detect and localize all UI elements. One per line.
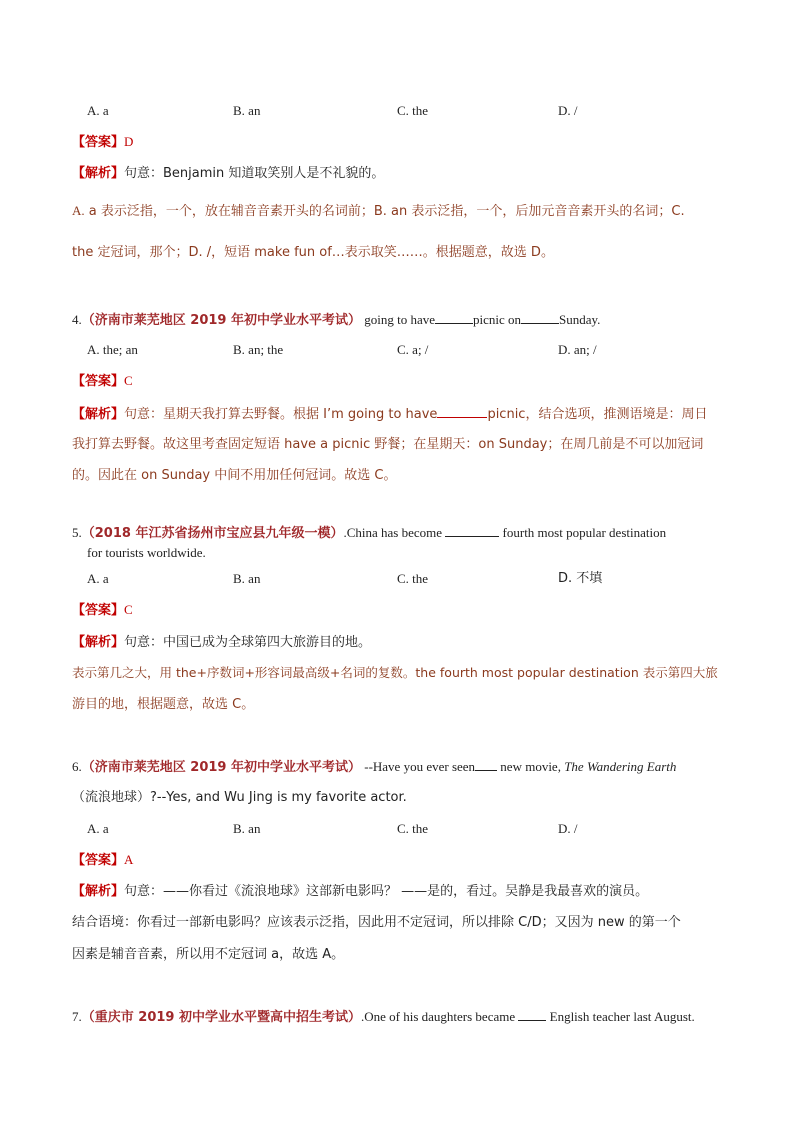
answer-blank <box>475 758 497 771</box>
q4-analysis-line-2: 我打算去野餐。故这里考查固定短语 have a picnic 野餐；在星期天：on Sunday；在周几前是不可以加冠词 <box>72 437 704 452</box>
q5-analysis-line-3: 游目的地，根据题意，故选 C。 <box>72 697 255 712</box>
q5-option-d: D. 不填 <box>558 571 603 586</box>
q3-option-c: C. the <box>397 103 429 118</box>
q3-option-b: B. an <box>233 103 261 118</box>
answer-value: D <box>124 134 134 149</box>
q3-analysis-line-3: the 定冠词，那个；D. /，短语 make fun of…表示取笑……。根据题意，故选 D。 <box>72 245 554 260</box>
answer-blank <box>518 1008 546 1021</box>
q6-analysis-line-2: 结合语境：你看过一部新电影吗？应该表示泛指，因此用不定冠词，所以排除 C/D；又因为 new 的第一个 <box>72 915 681 930</box>
analysis-tag: 【解析】 <box>72 166 125 181</box>
q6-analysis-line-3: 因素是辅音音素，所以用不定冠词 a，故选 A。 <box>72 947 345 962</box>
q4-option-d: D. an; / <box>558 342 597 357</box>
q6-option-a: A. a <box>87 821 109 836</box>
q4-option-c: C. a; / <box>397 342 429 357</box>
q5-option-b: B. an <box>233 571 261 586</box>
q5-stem-line-2: for tourists worldwide. <box>87 545 206 560</box>
answer-blank <box>445 524 499 537</box>
q5-stem: 5.（2018 年江苏省扬州市宝应县九年级一模）.China has become fourth most popular destination <box>72 525 667 541</box>
q4-analysis-line-1: 【解析】句意：星期天我打算去野餐。根据 I’m going to have picnic，结合选项，推测语境是：周日 <box>72 407 708 422</box>
q4-source: （济南市莱芜地区 2019 年初中学业水平考试） <box>81 313 361 328</box>
answer-blank <box>435 311 473 324</box>
q5-analysis-line-1: 【解析】句意：中国已成为全球第四大旅游目的地。 <box>72 635 372 650</box>
q5-option-c: C. the <box>397 571 429 586</box>
q4-stem: 4.（济南市莱芜地区 2019 年初中学业水平考试） going to have picnic on Sunday. <box>72 312 601 328</box>
q6-option-b: B. an <box>233 821 261 836</box>
q3-option-a: A. a <box>87 103 109 118</box>
q4-option-b: B. an; the <box>233 342 284 357</box>
q3-analysis-line-2: A. a 表示泛指，一个，放在辅音音素开头的名词前；B. an 表示泛指，一个，后加元音音素开头的名词；C. <box>72 203 685 219</box>
q4-answer: 【答案】C <box>72 373 133 389</box>
q6-stem-line-2: （流浪地球）?--Yes, and Wu Jing is my favorite actor. <box>72 790 407 805</box>
q6-answer: 【答案】A <box>72 852 134 868</box>
q7-source: （重庆市 2019 初中学业水平暨高中招生考试） <box>81 1010 361 1025</box>
q5-option-a: A. a <box>87 571 109 586</box>
q3-analysis-line-1: 【解析】句意：Benjamin 知道取笑别人是不礼貌的。 <box>72 166 385 181</box>
answer-blank <box>521 311 559 324</box>
answer-blank <box>437 405 487 418</box>
q3-answer <box>72 134 133 151</box>
answer-tag: 【答案】 <box>72 135 125 150</box>
q4-option-a: A. the; an <box>87 342 138 357</box>
q5-answer: 【答案】C <box>72 602 133 618</box>
q6-option-c: C. the <box>397 821 429 836</box>
q5-analysis-line-2: 表示第几之大，用 the+序数词+形容词最高级+名词的复数。the fourth most popular destination 表示第四大旅 <box>72 665 718 680</box>
movie-title: The Wandering Earth <box>564 759 677 774</box>
q6-source: （济南市莱芜地区 2019 年初中学业水平考试） <box>81 760 361 775</box>
q4-analysis-line-3: 的。因此在 on Sunday 中间不用加任何冠词。故选 C。 <box>72 468 397 483</box>
q6-analysis-line-1: 【解析】句意：——你看过《流浪地球》这部新电影吗？ ——是的，看过。吴静是我最喜欢的演员。 <box>72 884 649 899</box>
q5-source: （2018 年江苏省扬州市宝应县九年级一模） <box>81 526 344 541</box>
q3-option-d: D. / <box>558 103 578 118</box>
q6-stem: 6.（济南市莱芜地区 2019 年初中学业水平考试） --Have you ever seen new movie, The Wandering Earth <box>72 759 677 775</box>
q7-stem: 7.（重庆市 2019 初中学业水平暨高中招生考试）.One of his daughters became English teacher last August. <box>72 1009 695 1025</box>
q6-option-d: D. / <box>558 821 578 836</box>
